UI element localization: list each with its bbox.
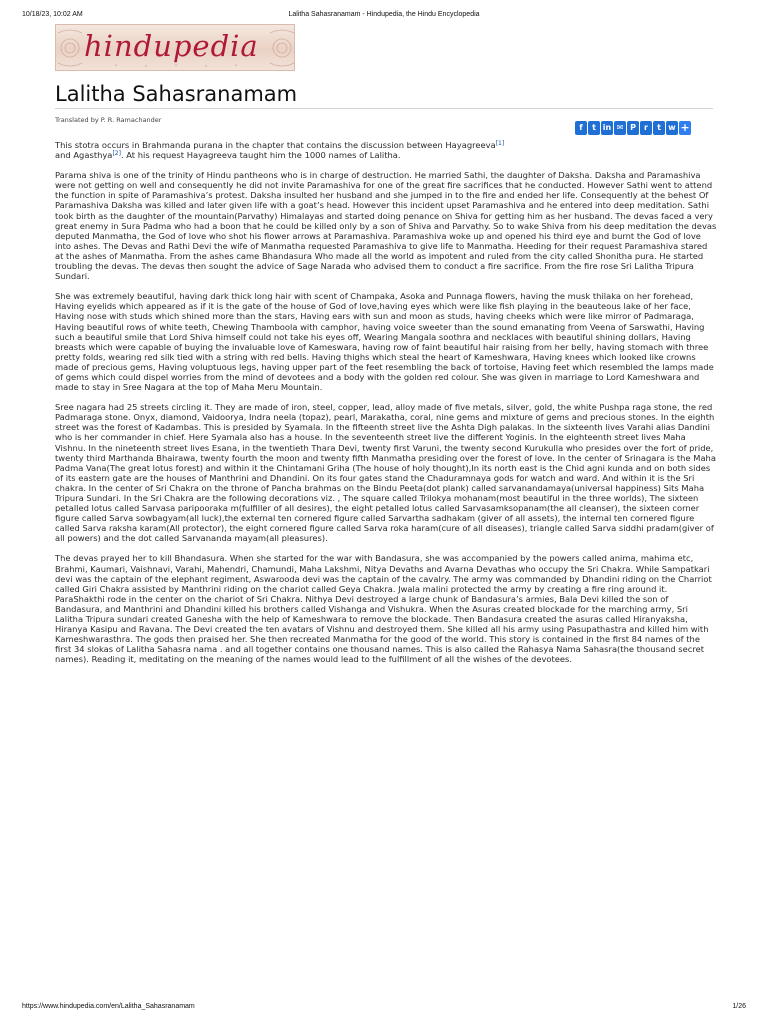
paragraph-war: The devas prayed her to kill Bhandasura. When she started for the war with Bandasura, she was accompanied by the powers called anima, mahima etc, Brahmi, Kaumari, Vaishnavi, Varahi, Mahendri, Chamundi, Maha Lakshmi, Nitya Devaths and Avarna Devathas who occupy the Sri Chakra. While Sampatkari devi was the captain of the elephant regiment, Aswarooda devi was the captain of the cavalry. The army was commanded by Dhandini riding on the Charriot called Giri Chakra assisted by Manthrini riding on the chariot called Geya Chakra. Jwala malini protected the army by creating a fire ring around it. ParaShakthi rode in the center on the chariot of Sri Chakra. Nithya Devi destroyed a large chunk of Bandasura’s armies, Bala Devi killed the son of Bandasura, and Manthrini and Dhandini killed his brothers called Vishanga and Vishukra. When the Asuras created blockade for the marching army, Sri Lalitha Tripura sundari created Ganesha with the help of Kameshwara to remove the blockade. Then Bandasura created the asuras called Hiranyaksha, Hiranya Kasipu and Ravana. The Devi created the ten avatars of Vishnu and destroyed them. She killed all his army using Pasupathastra and killed him with Kameshwarasthra. The gods then praised her. She then recreated Manmatha for the good of the world. This story is contained in the first 84 names of the first 34 slokas of Lalitha Sahasra nama . and all together contains one thousand names. This is also called the Rahasya Nama Sahasra(the thousand secret names). Reading it, meditating on the meaning of the names would lead to the fulfillment of all the wishes of the devotees. (55, 553, 712, 665)
paragraph-text: . At his request Hayagreeva taught him the 1000 names of Lalitha. (120, 150, 401, 161)
title-divider (55, 108, 713, 109)
paragraph-sree-nagara: Sree nagara had 25 streets circling it. They are made of iron, steel, copper, lead, alloy made of five metals, silver, gold, the white Pushpa raga stone, the red Padmaraga stone. Onyx, diamond, Vaidoorya, Indra neela (topaz), pearl, Marakatha, coral, nine gems and mixture of gems and precious stones. In the eighth street was the forest of Kadambas. This is presided by Syamala. In the fifteenth street live the Ashta Digh palakas. In the sixteenth lives Varahi alias Dandini who is her commander in chief. Here Syamala also has a house. In the seventeenth street live the different Yoginis. In the eighteenth street lives Maha Vishnu. In the nineteenth street lives Esana, in the twentieth Thara Devi, twenty first Varuni, the twenty second Kurukulla who presides over the fort of pride, twenty third Marthanda Bhairawa, twenty fourth the moon and twenty fifth Manmatha presiding over the forest of love. In the center of Srinagara is the Maha Padma Vana(The great lotus forest) and within it the Chintamani Griha (The house of holy thought),In its north east is the Chid agni kunda and on both sides of its eastern gate are the houses of Manthrini and Dhandini. On its four gates stand the Chaduramnaya gods for watch and ward. And within it is the Sri chakra. In the center of Sri Chakra on the throne of Pancha brahmas on the Bindu Peeta(dot plank) called sarvanandamaya(universal happiness) Sits Maha Tripura Sundari. In the Sri Chakra are the following decorations viz. , The square called Trilokya mohanam(most beautiful in the three worlds), The sixteen petalled lotus called Sarvasa paripooraka m(fulfiller of all desires), the eight petalled lotus called Sarvasamksopanam(the all cleanser), the sixteen corner figure called Sarva sowbagyam(all luck),the external ten cornered figure called Sarvartha sadhakam (giver of all assets), the internal ten cornered figure called Sarva raksha karam(All protector), the eight cornered figure called Sarva roka haram(cure of all diseases), triangle called Sarva siddhi pradam(giver of all powers) and the dot called Sarvananda mayam(all pleasures). (55, 402, 716, 544)
share-toolbar (575, 121, 691, 135)
page-title: Lalitha Sahasranamam (55, 82, 298, 106)
print-tab-title: Lalitha Sahasranamam - Hindupedia, the Hindu Encyclopedia (288, 11, 480, 18)
paragraph-origin-story: Parama shiva is one of the trinity of Hindu pantheons who is in charge of destruction. He married Sathi, the daughter of Daksha. Daksha and Paramashiva were not getting on well and consequently he did not invite Paramashiva for one of the great fire sacrifices that he conducted. However Sathi went to attend the function in spite of Paramashiva’s protest. Daksha insulted her husband and she jumped in to the fire and ended her life. Consequently at the behest Of Paramashiva Daksha was killed and later given life with a goat’s head. However this incident upset Paramashiva and he entered into deep meditation. Sathi took birth as the daughter of the mountain(Parvathy) Himalayas and started doing penance on Shiva for getting him as her husband. The devas faced a very great enemy in Sura Padma who had a boon that he could be killed only by a son of Shiva and Parvathy. So to wake Shiva from his deep meditation the devas deputed Manmatha, the God of love who shot his flower arrows at Paramashiva. Paramashiva woke up and opened his third eye and burnt the God of love into ashes. The Devas and Rathi Devi the wife of Manmatha requested Paramashiva to give life to Manmatha. Heeding for their request Paramashiva stared at the ashes of Manmatha. From the ashes came Bhandasura Who made all the world as impotent and ruled from the city called Shonitha pura. He started troubling the devas. The devas then sought the advice of Sage Narada who advised them to conduct a fire sacrifice. From the fire rose Sri Lalitha Tripura Sundari. (55, 170, 717, 282)
paragraph-intro (55, 140, 717, 160)
pinterest-icon[interactable]: P (627, 121, 639, 135)
facebook-icon[interactable]: f (575, 121, 587, 135)
add-share-icon[interactable]: + (680, 121, 690, 134)
hindupedia-logo[interactable] (55, 24, 295, 71)
translator-credit: Translated by P. R. Ramachander (55, 116, 162, 124)
paragraph-description: She was extremely beautiful, having dark thick long hair with scent of Champaka, Asoka and Punnaga flowers, having the musk thilaka on her forehead, Having eyelids which appeared as if it is the gate of the house of God of love,having eyes which were like fish playing in the beauteous lake of her face, Having nose with studs which shined more than the stars, Having ears with sun and moon as studs, having cheeks which were like mirror of Padmaraga, Having beautiful rows of white teeth, Chewing Thamboola with camphor, having voice sweeter than the sound emanating from Veena of Sarswathi, Having such a beautiful smile that Lord Shiva himself could not take his eyes off, Wearing Mangala soothra and necklaces with beautiful shining dollars, Having breasts which were capable of buying the invaluable love of Kameswara, having row of faint beautiful hair raising from her belly, having stomach with three pretty folds, wearing red silk tied with a string with red bells. Having thighs which steal the heart of Kameshwara, Having knees which looked like crowns made of precious gems, Having voluptuous legs, having upper part of the feet resembling the back of tortoise, Having feet which resembled the lamps made of gems which could dispel worries from the mind of devotees and a body with the golden red colour. She was given in marriage to Lord Kameshwara and made to stay in Sree Nagara at the top of Maha Meru Mountain. (55, 291, 714, 393)
footnote-ref-1[interactable]: [1] (495, 140, 505, 147)
linkedin-icon[interactable]: in (601, 121, 613, 135)
email-icon[interactable]: ✉ (614, 121, 626, 135)
print-page-number: 1/26 (732, 1003, 746, 1010)
paragraph-text: and Agasthya (55, 150, 113, 161)
tumblr-icon[interactable]: t (653, 121, 665, 135)
twitter-icon[interactable]: t (588, 121, 600, 135)
paragraph-text: This stotra occurs in Brahmanda purana in the chapter that contains the discussion between Hayagreeva (55, 140, 496, 150)
print-url: https://www.hindupedia.com/en/Lalitha_Sahasranamam (22, 1003, 195, 1010)
article-body (55, 140, 717, 675)
logo-text: hindupedia (84, 29, 259, 63)
footnote-ref-2[interactable]: [2] (112, 150, 121, 158)
whatsapp-icon[interactable]: w (666, 121, 678, 135)
reddit-icon[interactable]: r (640, 121, 652, 135)
print-datetime: 10/18/23, 10:02 AM (22, 11, 83, 18)
